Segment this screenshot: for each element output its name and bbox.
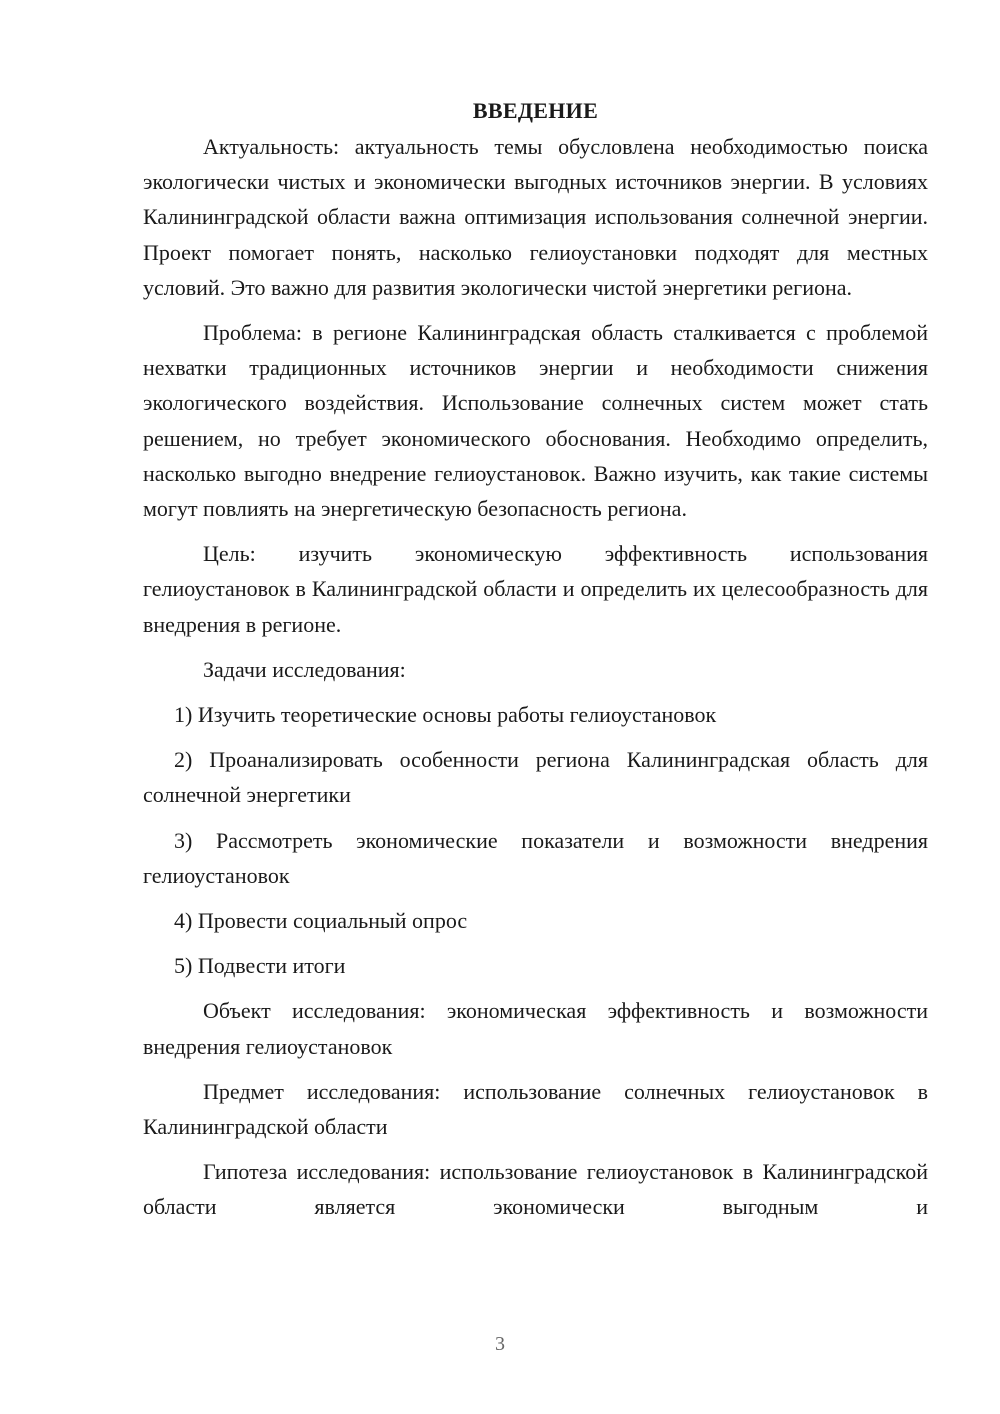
- task-item: 5) Подвести итоги: [174, 953, 346, 979]
- relevance-paragraph: Актуальность: актуальность темы обусловлена необходимостью поиска экологически чистых и экономически выгодных источников энергии. В условиях Калининградской области важна оптимизация использования солнечной энергии. Проект помогает понять, насколько гелиоустановки подходят для местных условий. Это важно для развития экологически чистой энергетики региона.: [143, 134, 928, 300]
- task-item: 4) Провести социальный опрос: [174, 908, 468, 934]
- page-title: ВВЕДЕНИЕ: [472, 98, 599, 123]
- subject-paragraph: Предмет исследования: использование солнечных гелиоустановок в Калининградской области: [143, 1078, 928, 1140]
- object-paragraph: Объект исследования: экономическая эффективность и возможности внедрения гелиоустановок: [143, 998, 928, 1059]
- page-number: 3: [495, 1333, 505, 1355]
- goal-paragraph: Цель: изучить экономическую эффективность использования гелиоустановок в Калининградской области и определить их целесообразность для внедрения в регионе.: [143, 541, 928, 637]
- task-item: 1) Изучить теоретические основы работы гелиоустановок: [174, 702, 717, 728]
- problem-paragraph: Проблема: в регионе Калининградская область сталкивается с проблемой нехватки традиционных источников энергии и необходимости снижения экологического воздействия. Использование солнечных систем может стать решением, но требует экономического обоснования. Необходимо определить, насколько выгодно внедрение гелиоустановок. Важно изучить, как такие системы могут повлиять на энергетическую безопасность региона.: [143, 320, 928, 522]
- tasks-heading: Задачи исследования:: [203, 656, 406, 682]
- task-item: 3) Рассмотреть экономические показатели и возможности внедрения гелиоустановок: [143, 827, 928, 888]
- document-page: [143, 93, 928, 1235]
- hypothesis-paragraph: Гипотеза исследования: использование гелиоустановок в Калининградской области является экономически выгодным и: [143, 1159, 928, 1220]
- task-item: 2) Проанализировать особенности региона Калининградская область для солнечной энергетики: [143, 747, 928, 808]
